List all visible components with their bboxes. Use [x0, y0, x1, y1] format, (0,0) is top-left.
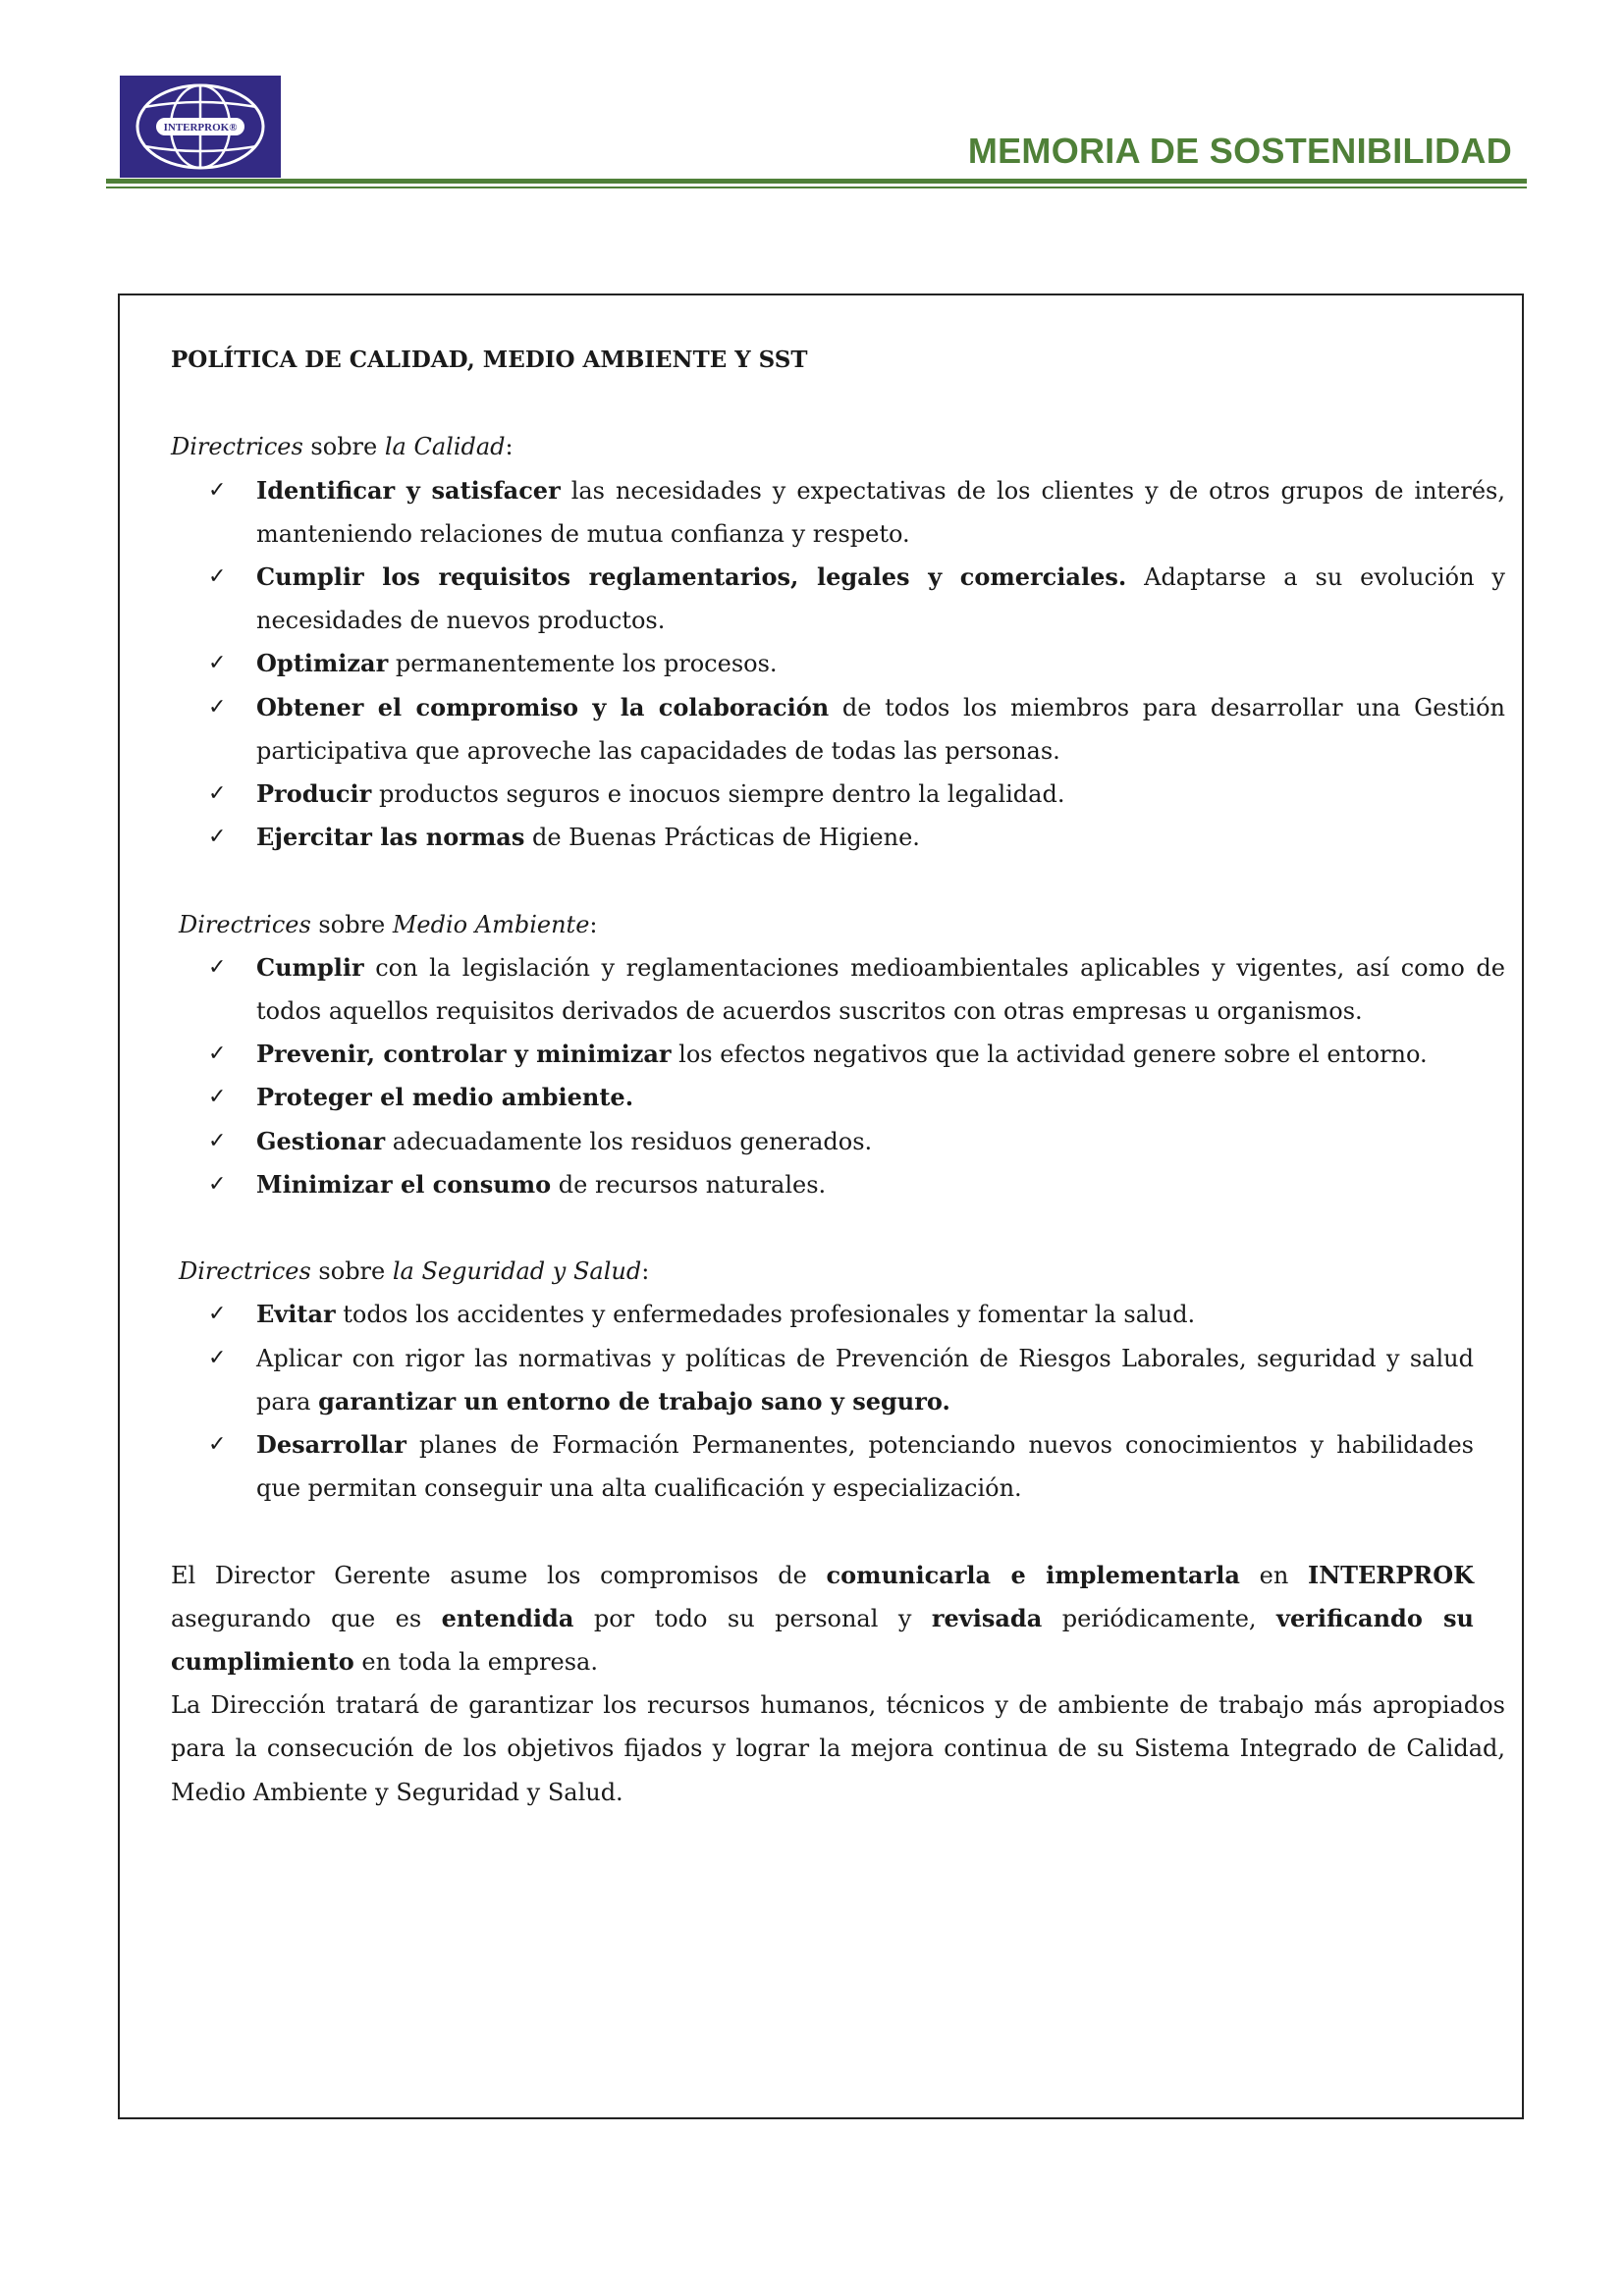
globe-logo-icon	[127, 80, 274, 174]
list-item: ✓ Proteger el medio ambiente.	[171, 1076, 1505, 1119]
checkmark-icon: ✓	[208, 781, 227, 807]
list-item: ✓ Desarrollar planes de Formación Permanentes, potenciando nuevos conocimientos y habilidades que permitan conseguir una alta cualificación y especialización.	[171, 1423, 1505, 1510]
seguridad-salud-list	[171, 1293, 1505, 1510]
checkmark-icon: ✓	[208, 825, 227, 850]
closing-paragraph-direction: La Dirección tratará de garantizar los recursos humanos, técnicos y de ambiente de trabajo más apropiados para la consecución de los objetivos fijados y lograr la mejora continua de su Sistema Integrado de Calidad, Medio Ambiente y Seguridad y Salud.	[171, 1691, 1505, 1806]
header-divider-thin	[106, 187, 1527, 188]
list-item: ✓ Prevenir, controlar y minimizar los efectos negativos que la actividad genere sobre el entorno.	[171, 1033, 1505, 1076]
checkmark-icon: ✓	[208, 1432, 227, 1458]
list-item: ✓ Minimizar el consumo de recursos naturales.	[171, 1163, 1505, 1206]
list-item: ✓ Obtener el compromiso y la colaboración de todos los miembros para desarrollar una Gestión participativa que aproveche las capacidades de todas las personas.	[171, 686, 1505, 773]
checkmark-icon: ✓	[208, 564, 227, 589]
checkmark-icon: ✓	[208, 694, 227, 720]
header-divider-thick	[106, 179, 1527, 184]
calidad-list	[171, 469, 1505, 860]
list-item: ✓ Gestionar adecuadamente los residuos generados.	[171, 1120, 1505, 1163]
checkmark-icon: ✓	[208, 477, 227, 503]
checkmark-icon: ✓	[208, 1171, 227, 1197]
checkmark-icon: ✓	[208, 1128, 227, 1153]
list-item: ✓ Producir productos seguros e inocuos siempre dentro la legalidad.	[171, 773, 1505, 816]
policy-box	[118, 294, 1524, 2119]
list-item: ✓ Optimizar permanentemente los procesos.	[171, 642, 1505, 685]
section-heading-seguridad-salud: Directrices sobre la Seguridad y Salud:	[179, 1257, 650, 1286]
checkmark-icon: ✓	[208, 651, 227, 676]
closing-paragraph-commitment: El Director Gerente asume los compromisos de comunicarla e implementarla en INTERPROK asegurando que es entendida por todo su personal y revisada periódicamente, verificando su cumplimiento en toda la empresa.	[171, 1560, 1475, 1677]
document-header-title: MEMORIA DE SOSTENIBILIDAD	[967, 131, 1512, 171]
section-heading-calidad: Directrices sobre la Calidad:	[171, 433, 514, 461]
list-item: ✓ Aplicar con rigor las normativas y políticas de Prevención de Riesgos Laborales, seguridad y salud para garantizar un entorno de trabajo sano y seguro.	[171, 1337, 1505, 1423]
policy-title: POLÍTICA DE CALIDAD, MEDIO AMBIENTE Y SST	[171, 347, 808, 373]
checkmark-icon: ✓	[208, 1041, 227, 1067]
list-item: ✓ Cumplir con la legislación y reglamentaciones medioambientales aplicables y vigentes, así como de todos aquellos requisitos derivados de acuerdos suscritos con otras empresas u organismos.	[171, 946, 1505, 1033]
checkmark-icon: ✓	[208, 954, 227, 980]
checkmark-icon: ✓	[208, 1085, 227, 1110]
company-logo	[120, 76, 281, 178]
list-item: ✓ Ejercitar las normas de Buenas Prácticas de Higiene.	[171, 816, 1505, 859]
list-item: ✓ Identificar y satisfacer las necesidades y expectativas de los clientes y de otros grupos de interés, manteniendo relaciones de mutua confianza y respeto.	[171, 469, 1505, 556]
checkmark-icon: ✓	[208, 1345, 227, 1370]
list-item: ✓ Evitar todos los accidentes y enfermedades profesionales y fomentar la salud.	[171, 1293, 1505, 1336]
list-item: ✓ Cumplir los requisitos reglamentarios, legales y comerciales. Adaptarse a su evolución y necesidades de nuevos productos.	[171, 556, 1505, 642]
logo-text: INTERPROK®	[163, 122, 238, 133]
checkmark-icon: ✓	[208, 1302, 227, 1327]
section-heading-medio-ambiente: Directrices sobre Medio Ambiente:	[179, 910, 598, 938]
policy-content	[171, 339, 1505, 1814]
medio-ambiente-list	[171, 946, 1505, 1206]
